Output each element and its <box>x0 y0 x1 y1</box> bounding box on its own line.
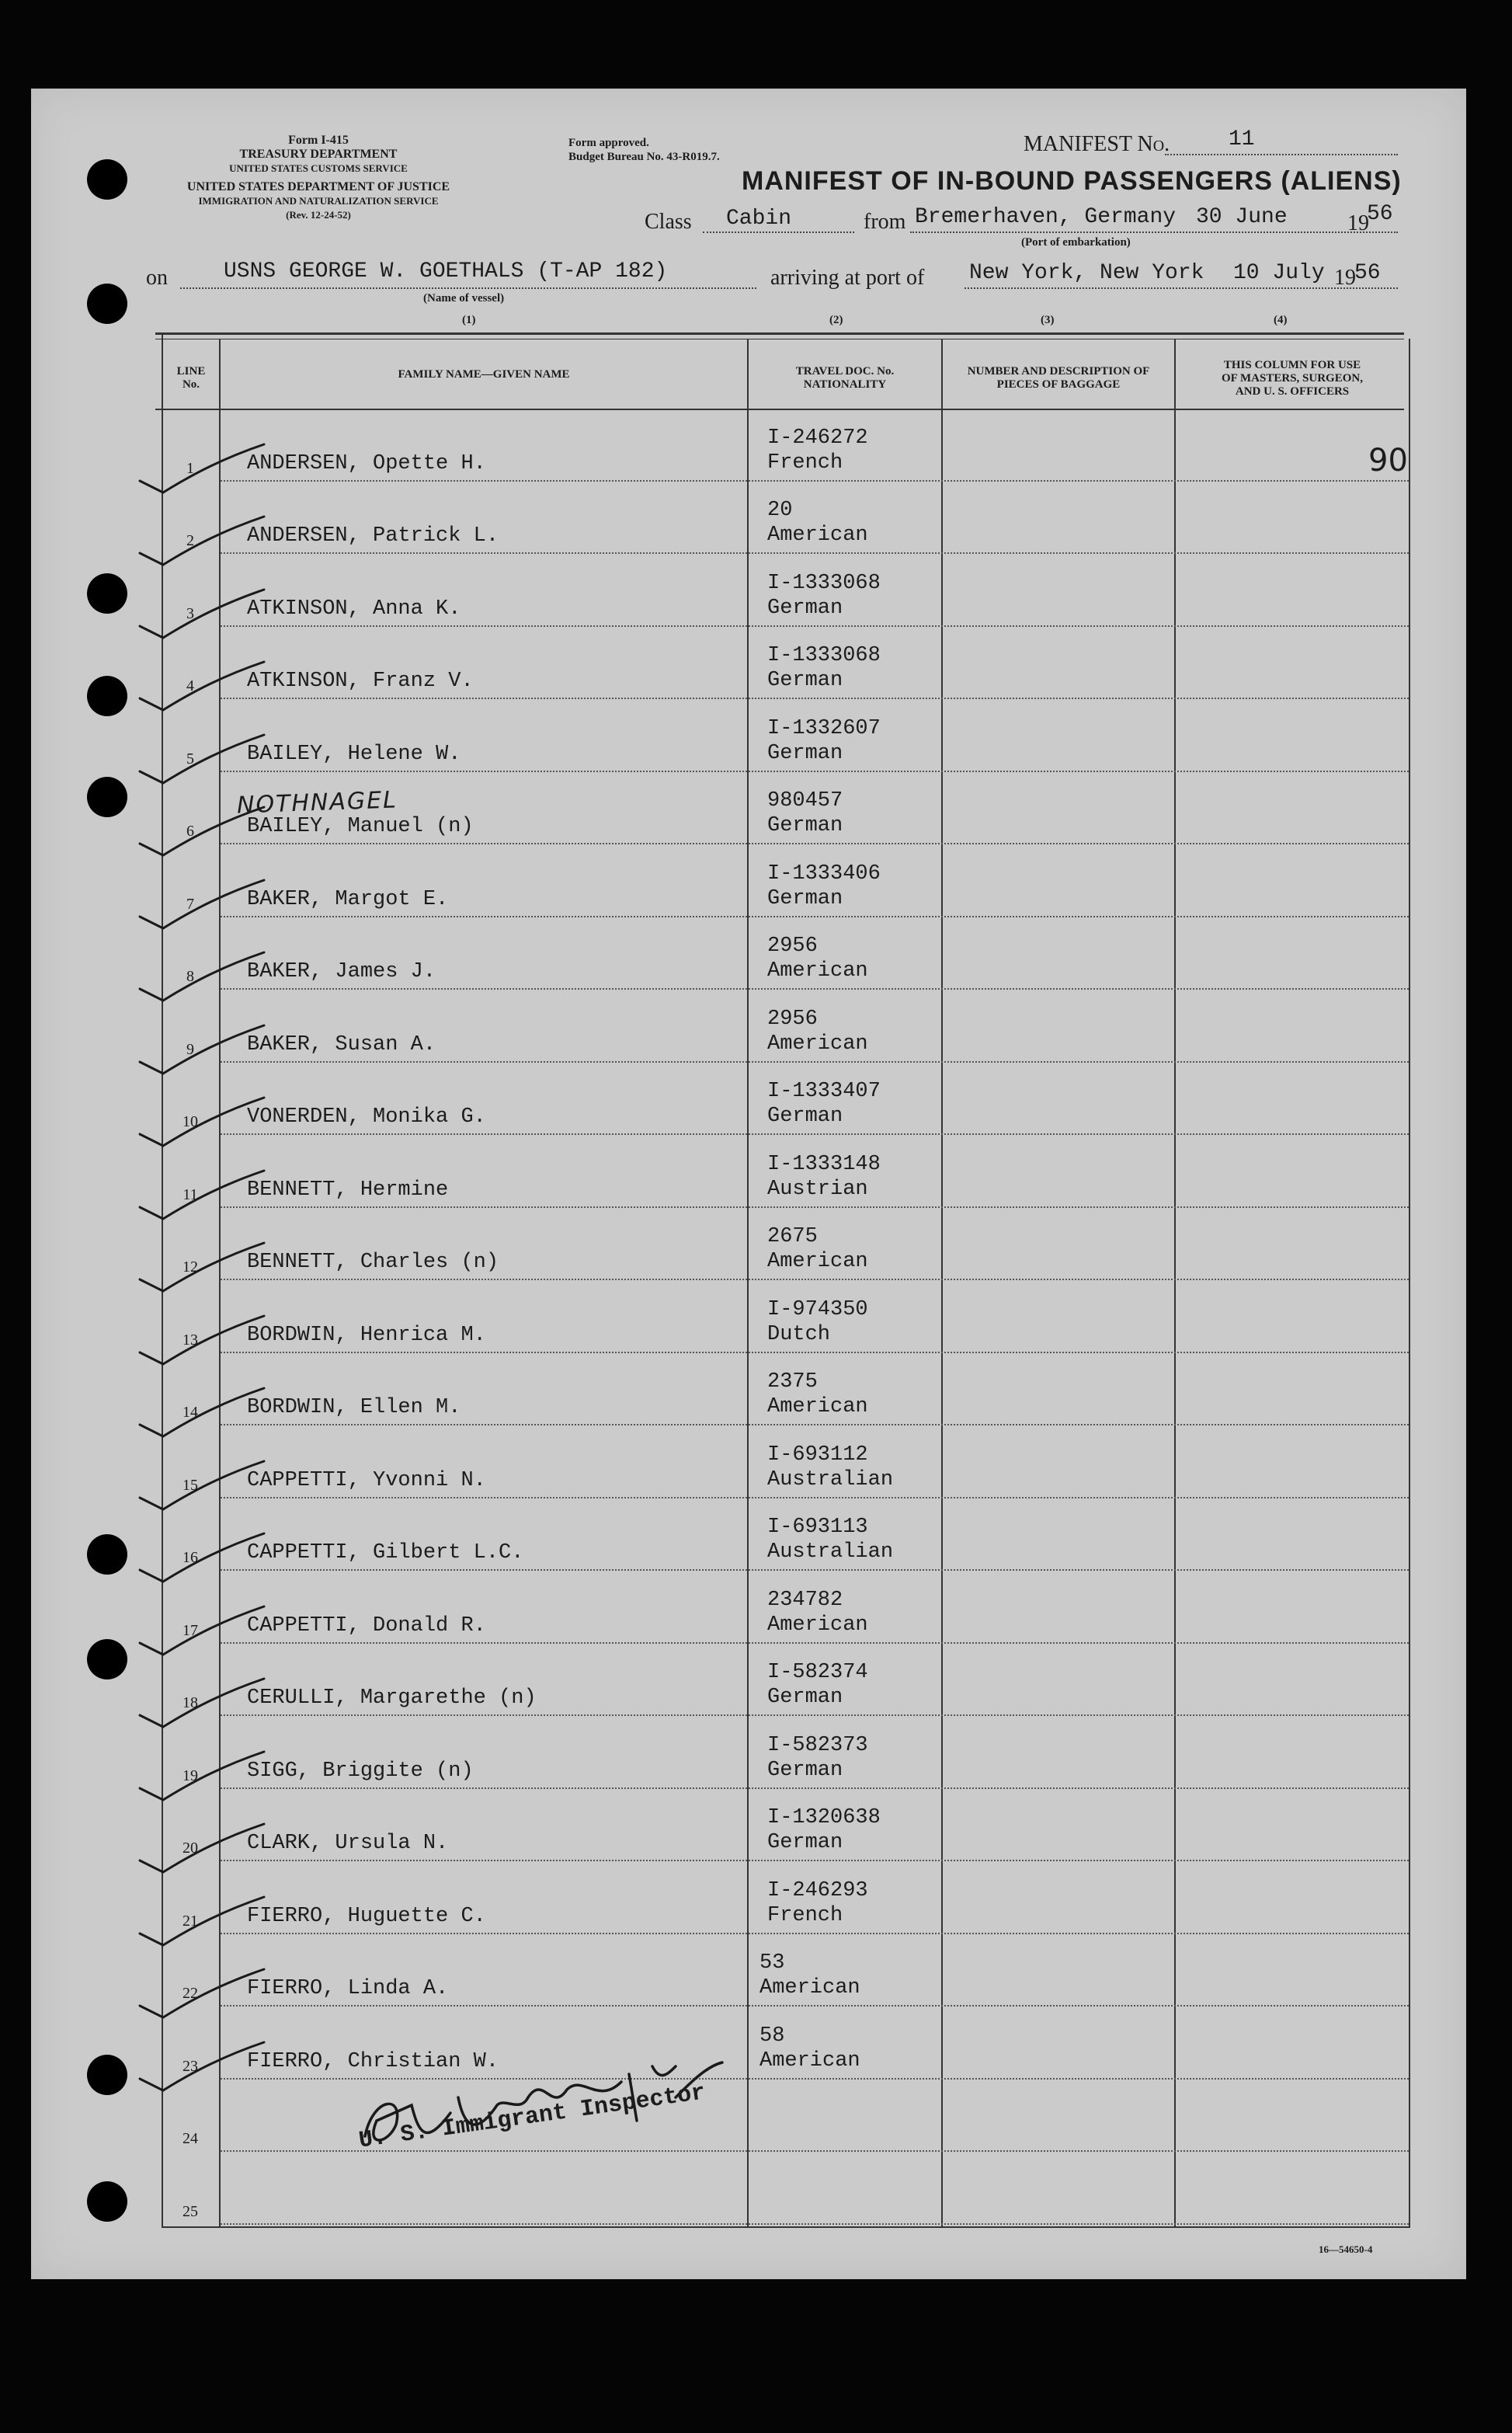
nationality: American <box>767 1613 868 1637</box>
table-top-border <box>155 332 1404 335</box>
passenger-name: SIGG, Briggite (n) <box>247 1759 474 1783</box>
inspector-stamp: U. S. Immigrant Inspector <box>357 2080 707 2155</box>
header-baggage <box>943 365 1174 392</box>
treasury-dept: TREASURY DEPARTMENT <box>239 148 398 161</box>
travel-doc-cell <box>767 1007 868 1056</box>
check-mark-icon <box>132 1746 272 1808</box>
header-doc <box>749 365 941 392</box>
header-baggage-2: PIECES OF BAGGAGE <box>996 378 1121 391</box>
nationality: German <box>767 741 843 765</box>
passenger-name: BENNETT, Hermine <box>247 1178 449 1202</box>
header-officers-2: OF MASTERS, SURGEON, <box>1222 372 1363 385</box>
row-divider <box>221 1642 1409 1644</box>
budget-bureau: Budget Bureau No. 43-R019.7. <box>568 151 720 163</box>
line-number: 4 <box>186 677 194 694</box>
arriving-label: arriving at port of <box>770 266 925 290</box>
passenger-name: FIERRO, Christian W. <box>247 2049 499 2073</box>
travel-doc-number: 2956 <box>767 1007 818 1031</box>
row-divider <box>221 916 1409 917</box>
passenger-name: BAKER, Susan A. <box>247 1032 436 1056</box>
passenger-name: BORDWIN, Ellen M. <box>247 1396 461 1419</box>
check-mark-icon <box>132 729 272 791</box>
binder-hole <box>87 1534 127 1575</box>
class-line <box>703 231 854 233</box>
travel-doc-cell <box>767 643 881 693</box>
travel-doc-cell <box>767 571 881 621</box>
travel-doc-cell <box>767 1443 893 1492</box>
form-approved: Form approved. <box>568 137 649 149</box>
line-number: 9 <box>186 1040 194 1058</box>
travel-doc-number: 234782 <box>767 1588 843 1612</box>
manifest-no-value: 11 <box>1229 127 1255 151</box>
travel-doc-cell <box>767 1588 868 1638</box>
header-line-no <box>163 365 219 392</box>
arriving-line <box>965 287 1398 289</box>
header-doc-1: TRAVEL DOC. No. <box>795 365 895 378</box>
nationality: American <box>767 1250 868 1273</box>
vessel-name: USNS GEORGE W. GOETHALS (T-AP 182) <box>224 259 668 284</box>
row-divider <box>221 988 1409 990</box>
travel-doc-number: I-693113 <box>767 1516 868 1539</box>
passenger-name: CAPPETTI, Donald R. <box>247 1613 486 1638</box>
from-year-prefix: 19 <box>1347 211 1369 235</box>
passenger-name: CAPPETTI, Yvonni N. <box>247 1468 486 1492</box>
line-number: 10 <box>182 1113 198 1130</box>
travel-doc-cell <box>767 1224 868 1274</box>
passenger-name: BAILEY, Helene W. <box>247 742 461 766</box>
row-divider <box>221 1424 1409 1425</box>
passenger-name: BAILEY, Manuel (n) <box>247 815 474 838</box>
from-value: Bremerhaven, Germany <box>915 205 1177 229</box>
nationality: French <box>767 451 843 475</box>
travel-doc-cell <box>767 426 868 475</box>
travel-doc-number: I-582373 <box>767 1733 868 1757</box>
travel-doc-number: I-582374 <box>767 1661 868 1684</box>
travel-doc-cell <box>767 1805 881 1855</box>
from-line <box>910 231 1398 233</box>
colnum-2: (2) <box>829 314 843 326</box>
line-number: 8 <box>186 968 194 985</box>
travel-doc-cell <box>759 1951 860 2000</box>
nationality: German <box>767 1758 843 1782</box>
header-doc-2: NATIONALITY <box>803 378 887 391</box>
nationality: German <box>767 814 843 837</box>
binder-hole <box>87 777 127 817</box>
nationality: German <box>767 886 843 910</box>
handwritten-name-correction: NOTHNAGEL <box>236 786 398 820</box>
check-mark-icon <box>132 1382 272 1444</box>
check-mark-icon <box>132 656 272 718</box>
check-mark-icon <box>132 583 272 646</box>
check-mark-icon <box>132 1963 272 2025</box>
travel-doc-number: I-1333406 <box>767 861 881 886</box>
nationality: Dutch <box>767 1322 831 1346</box>
binder-hole <box>87 676 127 716</box>
travel-doc-number: 20 <box>767 499 793 522</box>
line-number: 14 <box>182 1404 198 1421</box>
travel-doc-number: I-246293 <box>767 1878 868 1902</box>
line-number: 15 <box>182 1476 198 1494</box>
travel-doc-number: I-1333068 <box>767 644 881 667</box>
row-divider <box>221 552 1409 554</box>
passenger-name: CERULLI, Margarethe (n) <box>247 1686 537 1710</box>
row-divider <box>221 1497 1409 1498</box>
travel-doc-number: 980457 <box>767 789 843 813</box>
line-number: 23 <box>182 2057 198 2075</box>
line-number: 22 <box>182 1985 198 2002</box>
check-mark-icon <box>132 1310 272 1372</box>
col-divider-4 <box>1174 339 1176 2228</box>
nationality: French <box>767 1903 843 1927</box>
line-number: 1 <box>186 459 194 477</box>
handwritten-count: 90 <box>1368 443 1408 479</box>
port-embarkation-caption: (Port of embarkation) <box>1021 236 1131 249</box>
table-header-border <box>155 409 1404 410</box>
nationality: Austrian <box>767 1177 868 1201</box>
passenger-name: ATKINSON, Anna K. <box>247 597 461 621</box>
line-number: 5 <box>186 750 194 767</box>
check-mark-icon <box>132 1019 272 1081</box>
line-number: 13 <box>182 1331 198 1349</box>
on-label: on <box>146 266 168 290</box>
travel-doc-number: 2675 <box>767 1225 818 1248</box>
line-number: 11 <box>182 1185 198 1203</box>
travel-doc-number: I-1333068 <box>767 571 881 595</box>
binder-hole <box>87 159 127 200</box>
binder-hole <box>87 1639 127 1679</box>
ins-service: IMMIGRATION AND NATURALIZATION SERVICE <box>198 195 439 207</box>
line-number: 18 <box>182 1694 198 1711</box>
travel-doc-number: I-1333148 <box>767 1152 881 1176</box>
row-divider <box>221 2223 1409 2225</box>
class-label: Class <box>645 210 692 234</box>
travel-doc-cell <box>767 1660 868 1710</box>
manifest-no-label: MANIFEST No. <box>1024 132 1170 156</box>
binder-hole <box>87 2055 127 2095</box>
travel-doc-cell <box>767 1878 868 1928</box>
travel-doc-number: I-693112 <box>767 1443 868 1467</box>
nationality: American <box>767 1395 868 1418</box>
travel-doc-number: I-1332607 <box>767 716 881 740</box>
row-divider <box>221 1061 1409 1063</box>
line-number: 2 <box>186 532 194 549</box>
passenger-name: FIERRO, Huguette C. <box>247 1904 486 1928</box>
passenger-name: VONERDEN, Monika G. <box>247 1105 486 1129</box>
nationality: American <box>767 524 868 547</box>
row-divider <box>221 1279 1409 1280</box>
header-officers <box>1176 359 1409 399</box>
row-divider <box>221 625 1409 627</box>
row-divider <box>221 1860 1409 1861</box>
line-number: 3 <box>186 604 194 622</box>
check-mark-icon <box>132 510 272 573</box>
passenger-name: BAKER, Margot E. <box>247 887 449 911</box>
row-divider <box>221 843 1409 844</box>
line-number: 7 <box>186 895 194 913</box>
form-number: Form I-415 <box>288 134 349 147</box>
table-bottom-border <box>162 2226 1410 2228</box>
colnum-4: (4) <box>1274 314 1288 326</box>
row-divider <box>221 1352 1409 1353</box>
travel-doc-cell <box>767 1733 868 1783</box>
justice-dept: UNITED STATES DEPARTMENT OF JUSTICE <box>186 180 450 193</box>
nationality: German <box>767 1831 843 1854</box>
colnum-1: (1) <box>462 314 476 326</box>
line-number: 21 <box>182 1912 198 1930</box>
check-mark-icon <box>132 1818 272 1880</box>
nationality: American <box>759 1976 860 2000</box>
check-mark-icon <box>132 1091 272 1154</box>
arriving-year-prefix: 19 <box>1334 266 1356 290</box>
check-mark-icon <box>132 2036 272 2098</box>
class-value: Cabin <box>726 207 792 231</box>
revision: (Rev. 12-24-52) <box>286 209 351 221</box>
row-divider <box>221 698 1409 699</box>
line-number: 25 <box>182 2202 198 2220</box>
header-line-no-1: LINE <box>176 365 206 378</box>
passenger-name: FIERRO, Linda A. <box>247 1977 449 2000</box>
travel-doc-number: 53 <box>759 1951 785 1975</box>
travel-doc-number: I-1320638 <box>767 1806 881 1829</box>
line-number: 16 <box>182 1549 198 1566</box>
col-divider-2 <box>747 339 749 2228</box>
check-mark-icon <box>132 1164 272 1227</box>
travel-doc-number: I-246272 <box>767 426 868 450</box>
header-officers-1: THIS COLUMN FOR USE <box>1223 359 1361 371</box>
check-mark-icon <box>132 1672 272 1735</box>
travel-doc-cell <box>767 1297 868 1347</box>
travel-doc-cell <box>767 1152 881 1202</box>
col-divider-3 <box>941 339 943 2228</box>
line-number: 20 <box>182 1840 198 1857</box>
passenger-name: ANDERSEN, Patrick L. <box>247 524 499 548</box>
row-divider <box>221 771 1409 772</box>
row-divider <box>221 1206 1409 1208</box>
from-year: 56 <box>1367 202 1393 226</box>
footer-code: 16—54650-4 <box>1319 2243 1373 2255</box>
from-date: 30 June <box>1196 205 1288 229</box>
nationality: Australian <box>767 1540 894 1564</box>
check-mark-icon <box>132 1527 272 1589</box>
passenger-name: ATKINSON, Franz V. <box>247 670 474 693</box>
nationality: German <box>767 1686 843 1709</box>
arriving-port: New York, New York <box>969 261 1204 285</box>
travel-doc-cell <box>767 934 868 983</box>
nationality: American <box>767 959 868 983</box>
binder-hole <box>87 2181 127 2222</box>
customs-service: UNITED STATES CUSTOMS SERVICE <box>229 162 408 174</box>
row-divider <box>221 1714 1409 1716</box>
vessel-line <box>180 287 756 289</box>
travel-doc-cell <box>767 716 881 766</box>
travel-doc-number: 2375 <box>767 1370 818 1394</box>
arriving-year: 56 <box>1354 261 1381 285</box>
from-label: from <box>864 210 906 234</box>
row-divider <box>221 1133 1409 1135</box>
line-number: 19 <box>182 1766 198 1784</box>
nationality: Australian <box>767 1467 894 1491</box>
nationality: German <box>767 669 843 692</box>
colnum-3: (3) <box>1041 314 1055 326</box>
manifest-no-line <box>1165 154 1398 155</box>
passenger-name: CAPPETTI, Gilbert L.C. <box>247 1541 524 1565</box>
travel-doc-cell <box>767 498 868 548</box>
table-right-border <box>1409 339 1410 2228</box>
binder-hole <box>87 573 127 614</box>
travel-doc-number: 58 <box>759 2024 785 2048</box>
vessel-caption: (Name of vessel) <box>423 292 505 305</box>
form-agency-block <box>179 134 458 222</box>
check-mark-icon <box>132 1237 272 1299</box>
passenger-name: BENNETT, Charles (n) <box>247 1251 499 1274</box>
travel-doc-cell <box>767 1079 881 1129</box>
check-mark-icon <box>132 946 272 1008</box>
header-officers-3: AND U. S. OFFICERS <box>1235 385 1350 398</box>
travel-doc-cell <box>767 861 881 911</box>
row-divider <box>221 1569 1409 1571</box>
header-line-no-2: No. <box>182 378 200 391</box>
nationality: American <box>759 2048 860 2073</box>
check-mark-icon <box>132 1455 272 1517</box>
header-baggage-1: NUMBER AND DESCRIPTION OF <box>967 365 1150 378</box>
check-mark-icon <box>132 1891 272 1953</box>
nationality: German <box>767 1105 843 1128</box>
page-title: MANIFEST OF IN-BOUND PASSENGERS (ALIENS) <box>742 166 1402 196</box>
line-number: 17 <box>182 1621 198 1639</box>
line-number: 24 <box>182 2130 198 2147</box>
passenger-name: BAKER, James J. <box>247 960 436 983</box>
line-number: 6 <box>186 823 194 840</box>
travel-doc-number: 2956 <box>767 935 818 958</box>
travel-doc-cell <box>767 788 843 838</box>
line-number: 12 <box>182 1258 198 1276</box>
travel-doc-number: I-974350 <box>767 1297 868 1321</box>
nationality: American <box>767 1032 868 1056</box>
travel-doc-cell <box>767 1515 893 1565</box>
travel-doc-cell <box>767 1370 868 1419</box>
check-mark-icon <box>132 874 272 936</box>
binder-hole <box>87 284 127 324</box>
row-divider <box>221 2005 1409 2007</box>
travel-doc-number: I-1333407 <box>767 1080 881 1103</box>
header-name: FAMILY NAME—GIVEN NAME <box>398 368 570 381</box>
passenger-name: ANDERSEN, Opette H. <box>247 451 486 475</box>
check-mark-icon <box>132 438 272 500</box>
arriving-date: 10 July <box>1233 261 1325 285</box>
row-divider <box>221 1787 1409 1789</box>
passenger-name: CLARK, Ursula N. <box>247 1832 449 1855</box>
nationality: German <box>767 596 843 620</box>
row-divider <box>221 480 1409 482</box>
row-divider <box>221 1933 1409 1934</box>
passenger-name: BORDWIN, Henrica M. <box>247 1323 486 1347</box>
check-mark-icon <box>132 1600 272 1662</box>
